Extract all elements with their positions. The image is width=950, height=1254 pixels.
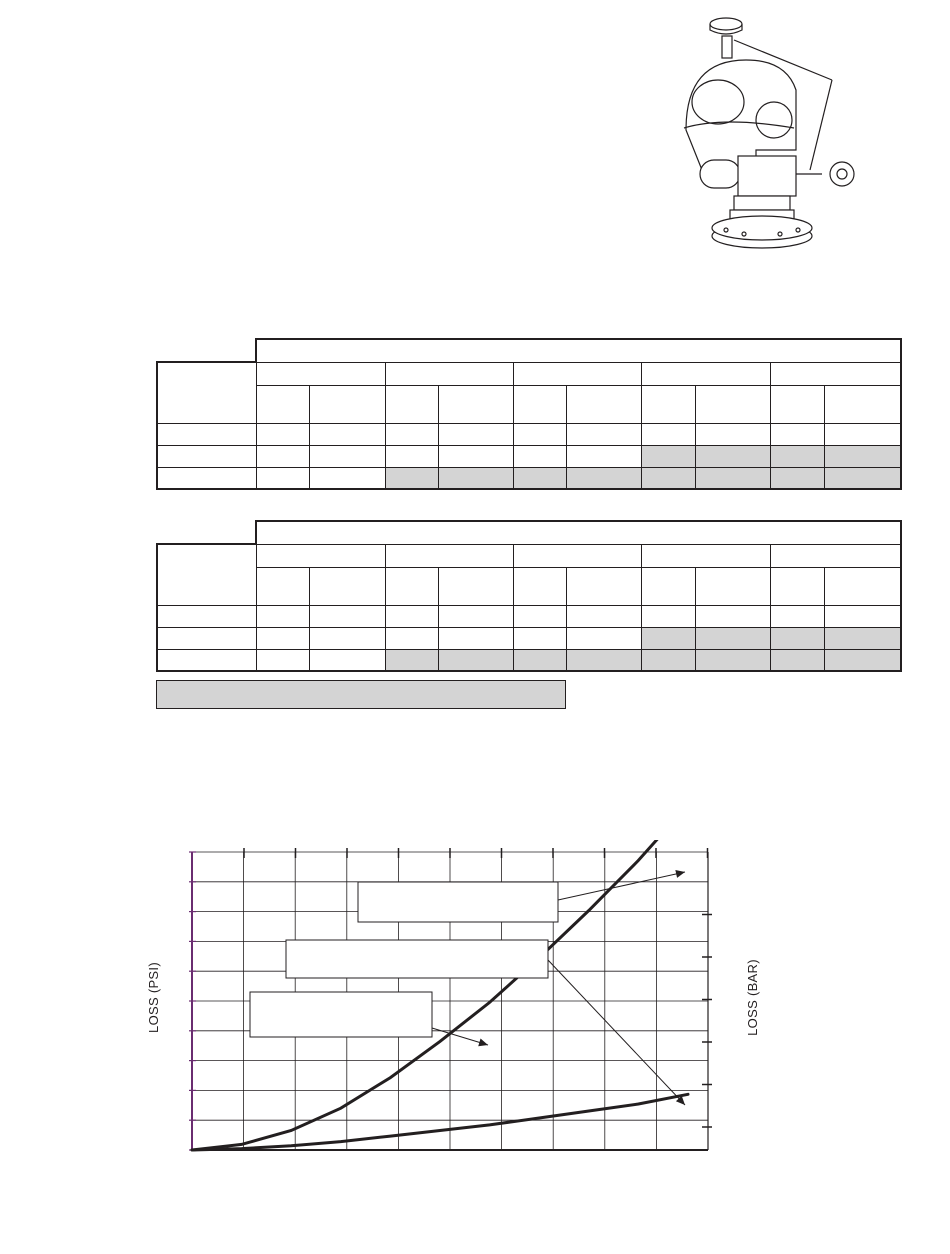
table-cell	[641, 605, 695, 627]
table-title-cell	[256, 521, 901, 544]
table-title-cell	[256, 339, 901, 362]
column-subheader	[309, 567, 385, 605]
y-axis-label-right: LOSS (BAR)	[744, 959, 760, 1036]
specification-table-1	[156, 338, 902, 490]
column-subheader	[641, 567, 695, 605]
table-cell	[438, 605, 513, 627]
table-cell	[309, 445, 385, 467]
column-subheader	[309, 385, 385, 423]
table-cell	[566, 605, 641, 627]
table-cell	[256, 605, 309, 627]
table-cell	[641, 445, 695, 467]
column-subheader	[256, 567, 309, 605]
table-cell	[566, 423, 641, 445]
table-cell	[513, 467, 566, 489]
table-cell	[770, 467, 824, 489]
table-row	[157, 423, 901, 445]
table-cell	[309, 649, 385, 671]
table-cell	[641, 627, 695, 649]
column-subheader	[824, 385, 901, 423]
table-row	[157, 445, 901, 467]
arrowhead-3	[478, 1039, 488, 1047]
column-group-header	[256, 362, 385, 385]
table-cell	[824, 445, 901, 467]
table-row	[157, 605, 901, 627]
arrowhead-1	[675, 870, 685, 878]
table-cell	[385, 627, 438, 649]
table-cell	[309, 467, 385, 489]
row-label-cell	[157, 467, 256, 489]
column-subheader	[770, 385, 824, 423]
table-cell	[256, 649, 309, 671]
table-cell	[385, 423, 438, 445]
table-cell	[824, 627, 901, 649]
table-cell	[566, 445, 641, 467]
column-subheader	[566, 567, 641, 605]
y-axis-label-left: LOSS (PSI)	[145, 962, 161, 1033]
note-box	[156, 680, 566, 709]
row-header-title	[157, 362, 256, 423]
row-header-title	[157, 544, 256, 605]
row-label-cell	[157, 605, 256, 627]
column-subheader	[695, 385, 770, 423]
table-cell	[385, 445, 438, 467]
table-corner	[157, 521, 256, 544]
column-group-header	[385, 544, 513, 567]
callout-box-1	[358, 882, 558, 922]
table-cell	[256, 467, 309, 489]
table-cell	[824, 605, 901, 627]
table-cell	[256, 627, 309, 649]
column-subheader	[513, 567, 566, 605]
table-cell	[309, 605, 385, 627]
table-cell	[438, 445, 513, 467]
column-subheader	[566, 385, 641, 423]
table-cell	[513, 627, 566, 649]
chart-plot-area	[140, 840, 780, 1170]
table-row	[157, 627, 901, 649]
column-subheader	[695, 567, 770, 605]
table-cell	[438, 649, 513, 671]
table-cell	[309, 423, 385, 445]
table-cell	[770, 423, 824, 445]
table-cell	[695, 423, 770, 445]
table-cell	[695, 467, 770, 489]
row-label-cell	[157, 445, 256, 467]
table-cell	[513, 445, 566, 467]
row-label-cell	[157, 627, 256, 649]
column-group-header	[513, 544, 641, 567]
table-cell	[770, 605, 824, 627]
column-subheader	[438, 567, 513, 605]
column-group-header	[641, 544, 770, 567]
column-subheader	[385, 567, 438, 605]
column-group-header	[770, 544, 901, 567]
column-subheader	[641, 385, 695, 423]
specification-table-2	[156, 520, 902, 672]
table-cell	[438, 467, 513, 489]
table-cell	[641, 649, 695, 671]
column-subheader	[770, 567, 824, 605]
table-corner	[157, 339, 256, 362]
table-cell	[641, 467, 695, 489]
table-cell	[438, 423, 513, 445]
table-cell	[770, 445, 824, 467]
table-cell	[824, 423, 901, 445]
table-cell	[770, 649, 824, 671]
column-subheader	[256, 385, 309, 423]
table-cell	[566, 649, 641, 671]
table-cell	[513, 649, 566, 671]
table-cell	[438, 627, 513, 649]
table-cell	[566, 627, 641, 649]
column-subheader	[824, 567, 901, 605]
table-cell	[695, 627, 770, 649]
table-cell	[385, 605, 438, 627]
column-subheader	[385, 385, 438, 423]
column-group-header	[641, 362, 770, 385]
column-group-header	[385, 362, 513, 385]
table-cell	[513, 423, 566, 445]
column-group-header	[770, 362, 901, 385]
monitor-valve-illustration-icon	[672, 10, 882, 258]
column-group-header	[256, 544, 385, 567]
table-cell	[309, 627, 385, 649]
table-cell	[824, 649, 901, 671]
table-cell	[695, 649, 770, 671]
table-cell	[256, 423, 309, 445]
table-row	[157, 467, 901, 489]
row-label-cell	[157, 423, 256, 445]
table-cell	[385, 649, 438, 671]
table-cell	[256, 445, 309, 467]
table-cell	[385, 467, 438, 489]
leader-line-2	[548, 960, 685, 1105]
table-cell	[695, 445, 770, 467]
table-cell	[513, 605, 566, 627]
row-label-cell	[157, 649, 256, 671]
series-line-2	[192, 1094, 688, 1150]
table-cell	[770, 627, 824, 649]
table-cell	[566, 467, 641, 489]
table-cell	[641, 423, 695, 445]
column-group-header	[513, 362, 641, 385]
callout-box-2	[286, 940, 548, 978]
table-cell	[824, 467, 901, 489]
callout-box-3	[250, 992, 432, 1037]
column-subheader	[513, 385, 566, 423]
pressure-loss-chart	[140, 840, 780, 1170]
table-cell	[695, 605, 770, 627]
column-subheader	[438, 385, 513, 423]
table-row	[157, 649, 901, 671]
